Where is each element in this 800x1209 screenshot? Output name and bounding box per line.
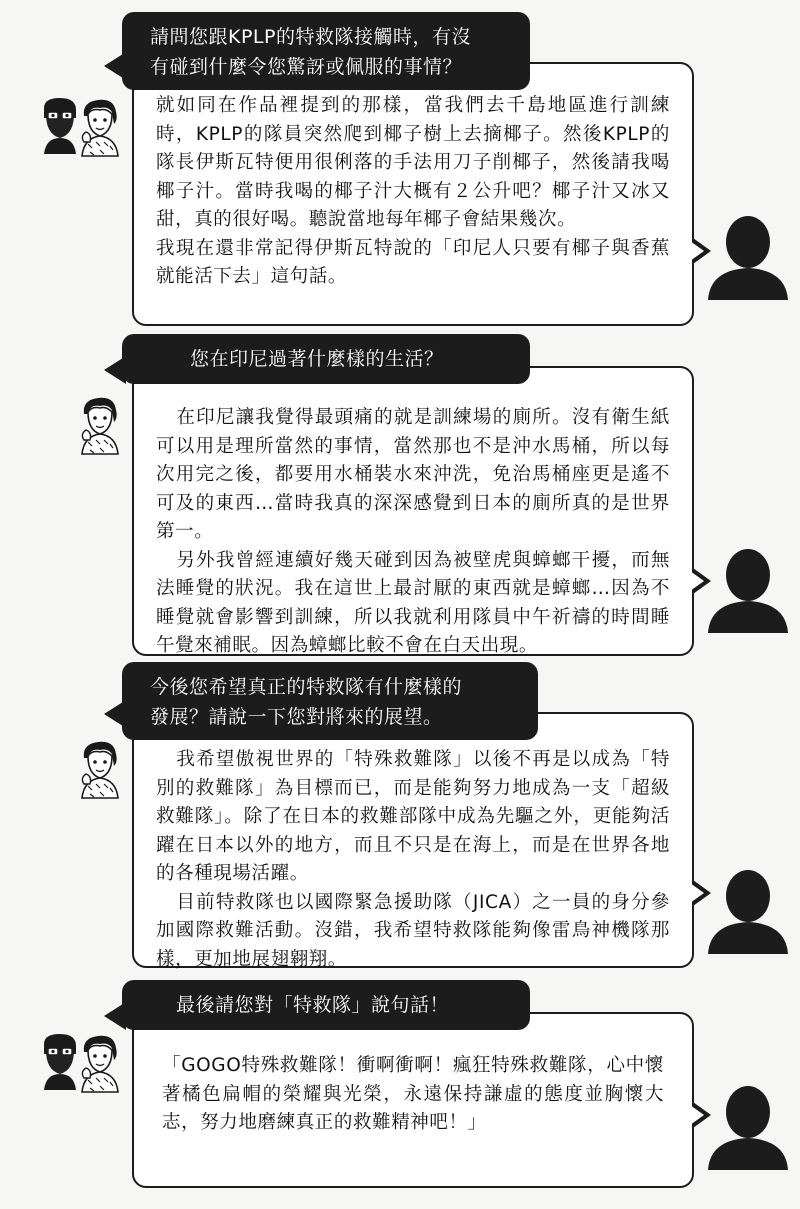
answer-2-paragraph-1: 在印尼讓我覺得最頭痛的就是訓練場的廁所。沒有衛生紙可以用是理所當然的事情，當然那也不是沖水馬桶，所以每次用完之後，都要用水桶裝水來沖洗，免治馬桶座更是遙不可及的東西…當時我真的深深感覺到日本的廁所真的是世界第一。	[156, 407, 670, 542]
answer-box-1	[132, 62, 694, 326]
question-3-line-2: 發展？請說一下您對將來的展望。	[150, 706, 443, 728]
answer-box-2	[132, 366, 694, 656]
answer-box-4	[132, 1012, 694, 1188]
answer-1-paragraph-1: 就如同在作品裡提到的那樣，當我們去千島地區進行訓練時，KPLP的隊員突然爬到椰子樹上去摘椰子。然後KPLP的隊長伊斯瓦特便用很俐落的手法用刀子削椰子，然後請我喝椰子汁。當時我喝的椰子汁大概有２公升吧？椰子汁又冰又甜，真的很好喝。聽說當地每年椰子會結果幾次。	[156, 95, 670, 230]
answer-3-paragraph-1: 我希望傲視世界的「特殊救難隊」以後不再是以成為「特別的救難隊」為目標而已，而是能夠努力地成為一支「超級救難隊」。除了在日本的救難部隊中成為先驅之外，更能夠活躍在日本以外的地方，而且不只是在海上，而是在世界各地的各種現場活躍。	[156, 749, 670, 884]
question-1-line-1: 請問您跟KPLP的特救隊接觸時，有沒	[150, 26, 471, 48]
question-4-line-1: 最後請您對「特救隊」說句話！	[176, 994, 450, 1016]
question-2-tail	[104, 356, 126, 384]
answer-3-paragraph-2: 目前特救隊也以國際緊急援助隊（JICA）之一員的身分參加國際救難活動。沒錯，我希望特救隊能夠像雷鳥神機隊那樣，更加地展翅翱翔。	[156, 891, 670, 970]
question-1-tail	[104, 52, 126, 80]
answer-4-tail-fill	[690, 1105, 704, 1125]
answer-1-paragraph-2: 我現在還非常記得伊斯瓦特說的「印尼人只要有椰子與香蕉就能活下去」這句話。	[156, 237, 670, 287]
question-2-line-1: 您在印尼過著什麼樣的生活？	[190, 348, 444, 370]
answer-2-paragraph-2: 另外我曾經連續好幾天碰到因為被壁虎與蟑螂干擾，而無法睡覺的狀況。我在這世上最討厭的東西就是蟑螂…因為不睡覺就會影響到訓練，所以我就利用隊員中午祈禱的時間睡午覺來補眠。因為蟑螂比較不會在白天出現。	[156, 549, 670, 656]
question-bubble-2	[122, 334, 530, 384]
question-3-tail	[104, 700, 126, 728]
answer-2-tail-fill	[690, 571, 704, 591]
interviewer-pair-avatar-icon	[40, 1030, 122, 1094]
interviewer-silhouette-icon	[708, 212, 788, 302]
answer-1-tail-fill	[690, 241, 704, 261]
interviewer-silhouette-icon	[708, 545, 788, 635]
interviewee-avatar-icon	[78, 396, 124, 458]
interviewer-pair-avatar-icon	[40, 94, 122, 158]
answer-3-tail-fill	[690, 883, 704, 903]
question-bubble-4	[122, 980, 530, 1030]
interviewee-avatar-icon	[78, 740, 124, 802]
interviewer-silhouette-icon	[708, 866, 788, 956]
question-bubble-3	[122, 662, 538, 740]
interviewer-silhouette-icon	[708, 1082, 788, 1172]
question-1-line-2: 有碰到什麼令您驚訝或佩服的事情？	[150, 56, 463, 78]
answer-4-paragraph-1: 「GOGO特殊救難隊！衝啊衝啊！瘋狂特殊救難隊，心中懷著橘色扁帽的榮耀與光榮，永遠保持謙虛的態度並胸懷大志，努力地磨練真正的救難精神吧！」	[162, 1055, 664, 1133]
answer-box-3	[132, 712, 694, 968]
question-bubble-1	[122, 12, 530, 90]
question-4-tail	[104, 1002, 126, 1030]
question-3-line-1: 今後您希望真正的特救隊有什麼樣的	[150, 676, 463, 698]
